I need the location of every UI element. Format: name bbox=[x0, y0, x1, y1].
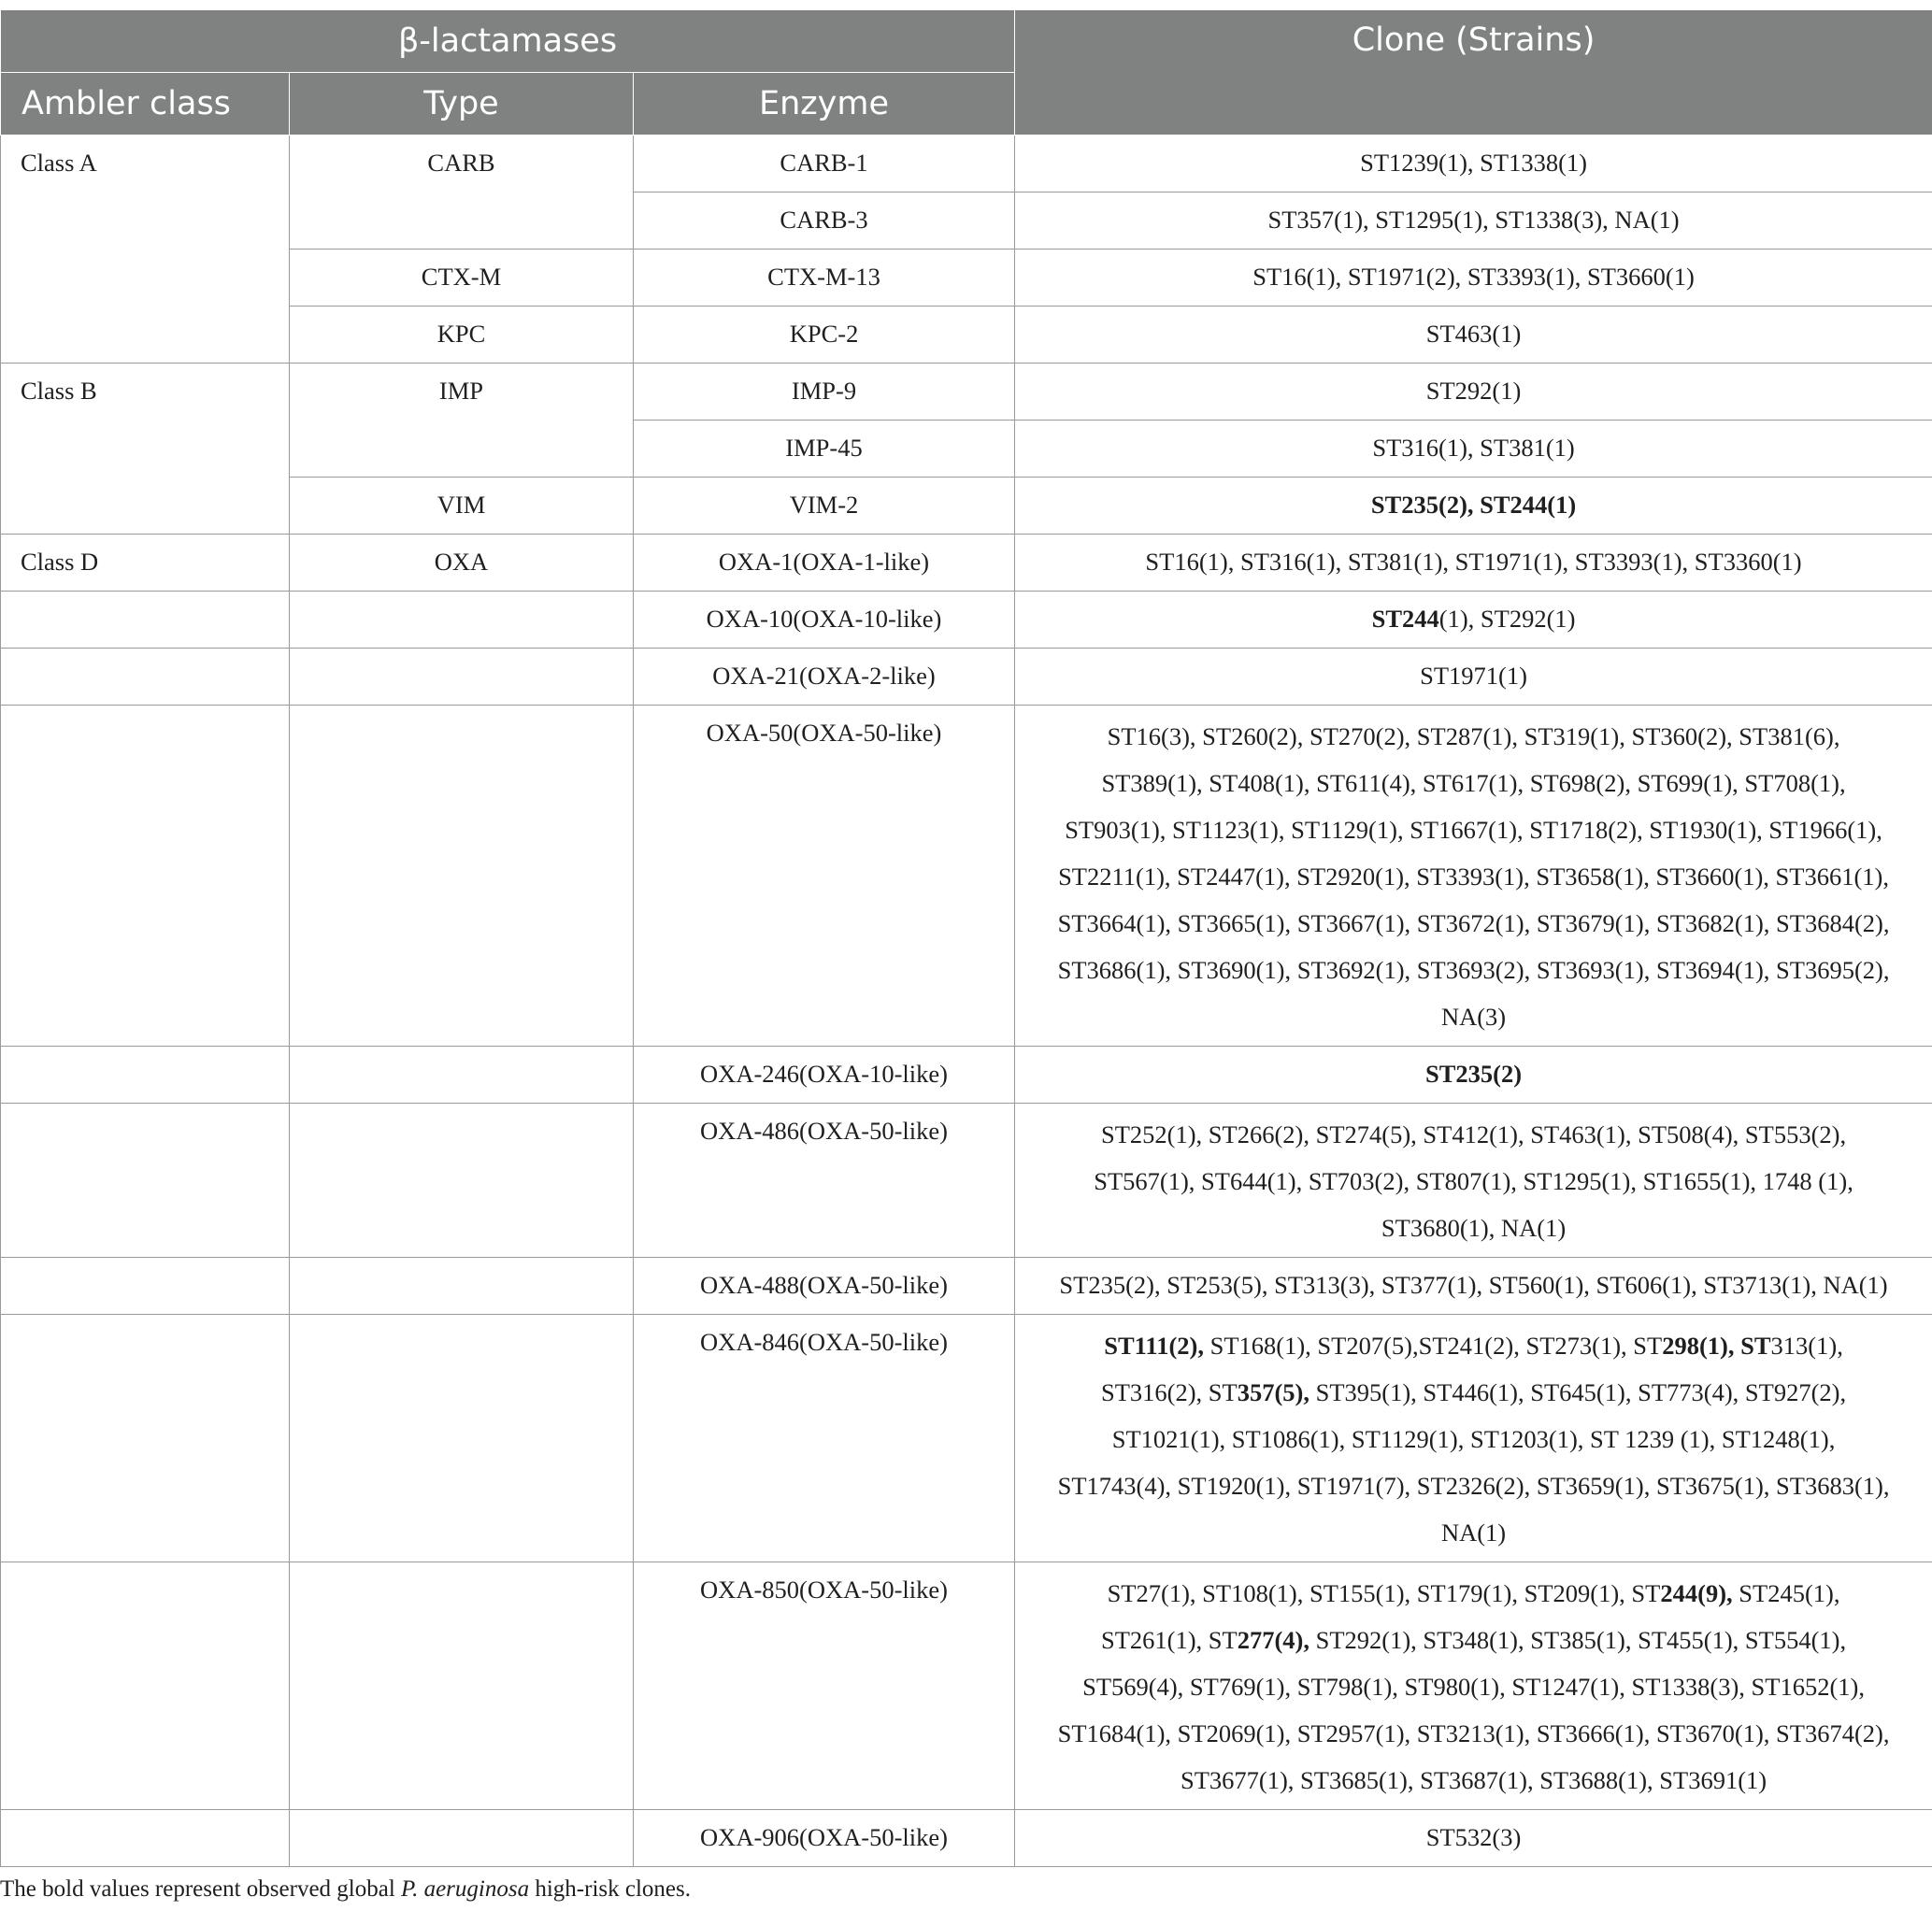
group-header: β-lactamases bbox=[1, 10, 1015, 73]
empty-cell bbox=[290, 1562, 634, 1810]
header-row-1 bbox=[1, 10, 1932, 73]
empty-cell bbox=[1, 1562, 290, 1810]
enzyme-header: Enzyme bbox=[634, 73, 1015, 135]
clone-line: ST252(1), ST266(2), ST274(5), ST412(1), ST463(1), ST508(4), ST553(2), bbox=[1100, 1120, 1847, 1148]
clone-line: ST3680(1), NA(1) bbox=[1381, 1214, 1567, 1242]
table-row bbox=[1, 1315, 1932, 1562]
high-risk-clone: ST244 bbox=[1371, 605, 1439, 633]
type-cell: CTX-M bbox=[290, 250, 634, 307]
table-row bbox=[1, 649, 1932, 706]
clone-line: NA(1) bbox=[1440, 1519, 1507, 1547]
enzyme-cell: OXA-50(OXA-50-like) bbox=[634, 706, 1015, 1047]
table-row bbox=[1, 1562, 1932, 1810]
enzyme-cell: IMP-45 bbox=[634, 421, 1015, 478]
clone-line: ST569(4), ST769(1), ST798(1), ST980(1), ST1247(1), ST1338(3), ST1652(1), bbox=[1082, 1673, 1865, 1701]
clone-text: 313(1), bbox=[1770, 1332, 1843, 1360]
clone-line: ST567(1), ST644(1), ST703(2), ST807(1), ST1295(1), ST1655(1), 1748 (1), bbox=[1094, 1167, 1853, 1195]
clone-text: ST395(1), ST446(1), ST645(1), ST773(4), ST927(2), bbox=[1309, 1378, 1847, 1406]
beta-lactamase-table bbox=[0, 9, 1932, 1867]
empty-cell bbox=[1, 706, 290, 1047]
table-row bbox=[1, 135, 1932, 193]
table-wrapper bbox=[0, 9, 1932, 1903]
empty-cell bbox=[290, 706, 634, 1047]
enzyme-cell: VIM-2 bbox=[634, 478, 1015, 535]
clone-cell bbox=[1015, 1562, 1932, 1810]
high-risk-clone: 244(9), bbox=[1660, 1579, 1733, 1607]
footnote-text: high-risk clones. bbox=[529, 1876, 691, 1902]
clone-line: ST389(1), ST408(1), ST611(4), ST617(1), ST698(2), ST699(1), ST708(1), bbox=[1101, 769, 1846, 797]
empty-cell bbox=[1, 1258, 290, 1315]
empty-cell bbox=[290, 1810, 634, 1867]
empty-cell bbox=[1, 1315, 290, 1562]
clone-line bbox=[1030, 1617, 1917, 1663]
clone-text: ST292(1), ST348(1), ST385(1), ST455(1), ST554(1), bbox=[1309, 1626, 1847, 1654]
clone-cell: ST16(1), ST316(1), ST381(1), ST1971(1), ST3393(1), ST3360(1) bbox=[1015, 535, 1932, 592]
table-row bbox=[1, 307, 1932, 364]
ambler-class-cell: Class B bbox=[1, 364, 290, 535]
clone-cell: ST463(1) bbox=[1015, 307, 1932, 364]
clone-text: ST245(1), bbox=[1732, 1579, 1840, 1607]
clone-line: ST1684(1), ST2069(1), ST2957(1), ST3213(1), ST3666(1), ST3670(1), ST3674(2), bbox=[1057, 1719, 1890, 1747]
high-risk-clone: 357(5), bbox=[1237, 1378, 1309, 1406]
empty-cell bbox=[1, 1810, 290, 1867]
enzyme-cell: OXA-1(OXA-1-like) bbox=[634, 535, 1015, 592]
clone-cell bbox=[1015, 1104, 1932, 1258]
clone-line: ST1021(1), ST1086(1), ST1129(1), ST1203(1), ST 1239 (1), ST1248(1), bbox=[1111, 1425, 1836, 1453]
clone-cell: ST235(2), ST253(5), ST313(3), ST377(1), ST560(1), ST606(1), ST3713(1), NA(1) bbox=[1015, 1258, 1932, 1315]
clone-cell bbox=[1015, 706, 1932, 1047]
clone-line bbox=[1030, 1322, 1917, 1369]
enzyme-cell: OXA-488(OXA-50-like) bbox=[634, 1258, 1015, 1315]
type-cell: IMP bbox=[290, 364, 634, 478]
enzyme-cell: KPC-2 bbox=[634, 307, 1015, 364]
clone-line: ST3677(1), ST3685(1), ST3687(1), ST3688(1), ST3691(1) bbox=[1180, 1766, 1767, 1794]
clone-line bbox=[1030, 1570, 1917, 1617]
empty-cell bbox=[1, 1047, 290, 1104]
enzyme-cell: OXA-846(OXA-50-like) bbox=[634, 1315, 1015, 1562]
clone-cell: ST532(3) bbox=[1015, 1810, 1932, 1867]
enzyme-cell: CTX-M-13 bbox=[634, 250, 1015, 307]
ambler-class-header: Ambler class bbox=[1, 73, 290, 135]
empty-cell bbox=[1, 649, 290, 706]
type-cell: VIM bbox=[290, 478, 634, 535]
enzyme-cell: OXA-906(OXA-50-like) bbox=[634, 1810, 1015, 1867]
footnote-text: The bold values represent observed global bbox=[0, 1876, 402, 1902]
high-risk-clone: 277(4), bbox=[1237, 1626, 1309, 1654]
species-name: P. aeruginosa bbox=[401, 1876, 530, 1902]
clone-cell bbox=[1015, 1315, 1932, 1562]
ambler-class-cell: Class A bbox=[1, 135, 290, 364]
table-footnote bbox=[0, 1876, 1932, 1903]
table-row bbox=[1, 478, 1932, 535]
high-risk-clone: ST235(2), ST244(1) bbox=[1370, 491, 1577, 519]
clone-line: ST3664(1), ST3665(1), ST3667(1), ST3672(1), ST3679(1), ST3682(1), ST3684(2), bbox=[1057, 909, 1890, 937]
type-cell: CARB bbox=[290, 135, 634, 250]
type-cell: KPC bbox=[290, 307, 634, 364]
table-row bbox=[1, 592, 1932, 649]
clone-text: (1), ST292(1) bbox=[1438, 605, 1576, 633]
enzyme-cell: OXA-21(OXA-2-like) bbox=[634, 649, 1015, 706]
type-header: Type bbox=[290, 73, 634, 135]
clone-line: ST2211(1), ST2447(1), ST2920(1), ST3393(1), ST3658(1), ST3660(1), ST3661(1), bbox=[1058, 863, 1889, 891]
table-row bbox=[1, 1810, 1932, 1867]
clone-cell bbox=[1015, 478, 1932, 535]
enzyme-cell: CARB-1 bbox=[634, 135, 1015, 193]
type-cell: OXA bbox=[290, 535, 634, 592]
clone-text: ST316(2), ST bbox=[1100, 1378, 1238, 1406]
enzyme-cell: OXA-246(OXA-10-like) bbox=[634, 1047, 1015, 1104]
clone-line: ST3686(1), ST3690(1), ST3692(1), ST3693(2), ST3693(1), ST3694(1), ST3695(2), bbox=[1057, 956, 1890, 984]
clone-line bbox=[1030, 1369, 1917, 1416]
table-row bbox=[1, 706, 1932, 1047]
empty-cell bbox=[290, 1315, 634, 1562]
clone-cell: ST292(1) bbox=[1015, 364, 1932, 421]
clone-line: ST16(3), ST260(2), ST270(2), ST287(1), ST319(1), ST360(2), ST381(6), bbox=[1107, 722, 1840, 750]
ambler-class-cell: Class D bbox=[1, 535, 290, 592]
table-row bbox=[1, 364, 1932, 421]
clone-cell: ST316(1), ST381(1) bbox=[1015, 421, 1932, 478]
enzyme-cell: IMP-9 bbox=[634, 364, 1015, 421]
clone-text: ST261(1), ST bbox=[1100, 1626, 1238, 1654]
empty-cell bbox=[290, 1047, 634, 1104]
enzyme-cell: OXA-486(OXA-50-like) bbox=[634, 1104, 1015, 1258]
clone-cell: ST1239(1), ST1338(1) bbox=[1015, 135, 1932, 193]
empty-cell bbox=[1, 1104, 290, 1258]
table-row bbox=[1, 250, 1932, 307]
empty-cell bbox=[290, 592, 634, 649]
empty-cell bbox=[290, 1104, 634, 1258]
enzyme-cell: CARB-3 bbox=[634, 193, 1015, 250]
table-row bbox=[1, 1104, 1932, 1258]
high-risk-clone: ST111(2), bbox=[1104, 1332, 1204, 1360]
clone-text: ST27(1), ST108(1), ST155(1), ST179(1), ST209(1), ST bbox=[1107, 1579, 1661, 1607]
empty-cell bbox=[290, 1258, 634, 1315]
clone-cell: ST16(1), ST1971(2), ST3393(1), ST3660(1) bbox=[1015, 250, 1932, 307]
clone-cell bbox=[1015, 1047, 1932, 1104]
clone-line: NA(3) bbox=[1440, 1003, 1507, 1031]
table-row bbox=[1, 1258, 1932, 1315]
clone-line: ST1743(4), ST1920(1), ST1971(7), ST2326(2), ST3659(1), ST3675(1), ST3683(1), bbox=[1057, 1472, 1890, 1500]
clone-cell: ST1971(1) bbox=[1015, 649, 1932, 706]
clone-text: ST168(1), ST207(5),ST241(2), ST273(1), ST bbox=[1203, 1332, 1663, 1360]
clone-cell bbox=[1015, 592, 1932, 649]
high-risk-clone: ST235(2) bbox=[1424, 1060, 1523, 1088]
clone-cell: ST357(1), ST1295(1), ST1338(3), NA(1) bbox=[1015, 193, 1932, 250]
clone-header: Clone (Strains) bbox=[1015, 10, 1932, 135]
enzyme-cell: OXA-10(OXA-10-like) bbox=[634, 592, 1015, 649]
enzyme-cell: OXA-850(OXA-50-like) bbox=[634, 1562, 1015, 1810]
empty-cell bbox=[1, 592, 290, 649]
table-row bbox=[1, 1047, 1932, 1104]
table-row bbox=[1, 535, 1932, 592]
empty-cell bbox=[290, 649, 634, 706]
high-risk-clone: 298(1), ST bbox=[1662, 1332, 1771, 1360]
clone-line: ST903(1), ST1123(1), ST1129(1), ST1667(1), ST1718(2), ST1930(1), ST1966(1), bbox=[1065, 816, 1882, 844]
